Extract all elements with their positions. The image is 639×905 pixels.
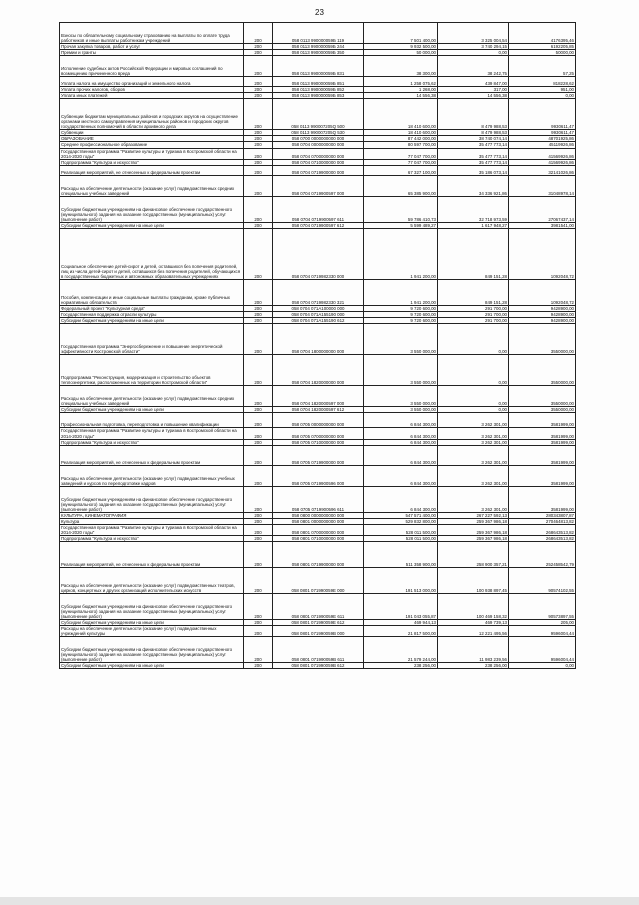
row-remaining-amount-cell: 9428900,00 [509, 305, 576, 311]
row-remaining-amount-cell: 3581999,00 [509, 412, 576, 428]
row-approved-amount-cell: 3 550 000,00 [364, 385, 438, 406]
row-classification-cell: 058 0801 0710000000 000 [273, 536, 364, 542]
row-remaining-amount-cell: 9428900,00 [509, 312, 576, 318]
row-approved-amount-cell: 1 268,00 [364, 87, 438, 93]
row-classification-cell: 058 0704 0000000000 000 [273, 142, 364, 148]
row-approved-amount-cell: 6 844 300,00 [364, 466, 438, 487]
row-remaining-amount-cell: 6192205,85 [509, 43, 576, 49]
row-executed-amount-cell: 0,00 [438, 406, 509, 412]
table-row [60, 406, 576, 412]
row-remaining-amount-cell: 90574102,55 [509, 568, 576, 594]
row-executed-amount-cell: 259 367 986,18 [438, 525, 509, 536]
row-remaining-amount-cell: 9930611,47 [509, 130, 576, 136]
row-code-cell: 200 [244, 354, 273, 385]
row-name-cell: Подпрограмма "Культура и искусство" [60, 159, 244, 165]
row-code-cell: 200 [244, 525, 273, 536]
row-code-cell: 200 [244, 176, 273, 197]
row-remaining-amount-cell: 90573897,55 [509, 593, 576, 619]
row-code-cell: 200 [244, 229, 273, 280]
table-row [60, 142, 576, 148]
row-classification-cell: 058 0705 0719900596 000 [273, 466, 364, 487]
row-remaining-amount-cell: 252458542,79 [509, 542, 576, 568]
row-name-cell: КУЛЬТУРА, КИНЕМАТОГРАФИЯ [60, 513, 244, 519]
row-approved-amount-cell: 511 358 900,00 [364, 542, 438, 568]
row-approved-amount-cell: 14 556,38 [364, 93, 438, 99]
row-remaining-amount-cell: 3581999,00 [509, 487, 576, 513]
row-name-cell: Подпрограмма "Культура и искусство" [60, 439, 244, 445]
row-classification-cell: 058 0113 990000059Б 119 [273, 23, 364, 44]
table-row [60, 55, 576, 76]
row-executed-amount-cell: 35 186 073,14 [438, 165, 509, 176]
row-classification-cell: 058 0705 0000000000 000 [273, 412, 364, 428]
row-approved-amount-cell: 6 844 300,00 [364, 445, 438, 466]
row-approved-amount-cell: 21 817 500,00 [364, 625, 438, 636]
row-approved-amount-cell: 87 442 000,00 [364, 136, 438, 142]
row-executed-amount-cell: 3 325 004,54 [438, 23, 509, 44]
row-executed-amount-cell: 8 479 988,53 [438, 99, 509, 130]
row-name-cell: Уплата прочих налогов, сборов [60, 87, 244, 93]
row-executed-amount-cell: 35 477 773,14 [438, 142, 509, 148]
row-remaining-amount-cell: 3550000,00 [509, 354, 576, 385]
row-remaining-amount-cell: 3581999,00 [509, 445, 576, 466]
row-executed-amount-cell: 14 556,38 [438, 93, 509, 99]
row-approved-amount-cell: 469 944,13 [364, 619, 438, 625]
row-code-cell: 200 [244, 619, 273, 625]
row-remaining-amount-cell: 268643513,82 [509, 525, 576, 536]
row-executed-amount-cell: 439 847,00 [438, 76, 509, 87]
row-name-cell: Реализация мероприятий, не отнесенных к федеральным проектам [60, 445, 244, 466]
row-code-cell: 200 [244, 636, 273, 662]
row-classification-cell: 058 0704 071A100000 000 [273, 305, 364, 311]
row-approved-amount-cell: 3 550 000,00 [364, 354, 438, 385]
row-classification-cell: 058 0113 990007205Q 530 [273, 130, 364, 136]
row-remaining-amount-cell: 4176395,46 [509, 23, 576, 44]
table-row [60, 525, 576, 536]
row-name-cell: Культура [60, 519, 244, 525]
row-code-cell: 200 [244, 625, 273, 636]
row-approved-amount-cell: 77 047 700,00 [364, 159, 438, 165]
table-row [60, 636, 576, 662]
table-row [60, 165, 576, 176]
row-code-cell: 200 [244, 406, 273, 412]
row-code-cell: 200 [244, 324, 273, 355]
row-remaining-amount-cell: 818228,62 [509, 76, 576, 87]
table-row [60, 222, 576, 228]
row-code-cell: 200 [244, 99, 273, 130]
row-executed-amount-cell: 3 262 301,00 [438, 439, 509, 445]
table-row [60, 159, 576, 165]
row-code-cell: 200 [244, 318, 273, 324]
table-row [60, 318, 576, 324]
table-row [60, 43, 576, 49]
row-remaining-amount-cell: 57,25 [509, 55, 576, 76]
table-row [60, 197, 576, 223]
row-name-cell: Субсидии бюджетным учреждениям на иные цели [60, 662, 244, 668]
row-code-cell: 200 [244, 197, 273, 223]
row-code-cell: 200 [244, 412, 273, 428]
row-classification-cell: 058 0801 071990059E 000 [273, 568, 364, 594]
row-name-cell: Исполнение судебных актов Российской Федерации и мировых соглашений по возмещению причиненного вреда [60, 55, 244, 76]
table-row [60, 445, 576, 466]
row-name-cell: Реализация мероприятий, не отнесенных к федеральным проектам [60, 542, 244, 568]
table-row [60, 487, 576, 513]
row-executed-amount-cell: 469 739,13 [438, 619, 509, 625]
row-name-cell: Среднее профессиональное образование [60, 142, 244, 148]
row-name-cell: Расходы на обеспечение деятельности (оказание услуг) подведомственных средних специальных учебных заведений [60, 385, 244, 406]
row-name-cell: Субвенции [60, 130, 244, 136]
row-executed-amount-cell: 3 262 301,00 [438, 487, 509, 513]
row-approved-amount-cell: 59 786 410,73 [364, 197, 438, 223]
row-classification-cell: 058 0704 0719900597 611 [273, 197, 364, 223]
row-remaining-amount-cell: 1092048,72 [509, 229, 576, 280]
row-name-cell: Федеральный проект "Культурная среда" [60, 305, 244, 311]
row-name-cell: Расходы на обеспечение деятельности (оказание услуг) подведомственных театров, цирков, концертных и других организаций исполнительских искусств [60, 568, 244, 594]
row-code-cell: 200 [244, 55, 273, 76]
row-approved-amount-cell: 65 385 900,00 [364, 176, 438, 197]
row-approved-amount-cell: 528 011 500,00 [364, 536, 438, 542]
row-code-cell: 200 [244, 513, 273, 519]
row-remaining-amount-cell: 3981541,00 [509, 222, 576, 228]
table-row [60, 354, 576, 385]
table-row [60, 229, 576, 280]
row-classification-cell: 058 0113 990000059Б 244 [273, 43, 364, 49]
budget-table-container [59, 22, 575, 669]
table-row [60, 412, 576, 428]
row-remaining-amount-cell: 3581999,00 [509, 466, 576, 487]
table-row [60, 536, 576, 542]
row-code-cell: 200 [244, 148, 273, 159]
row-name-cell: Расходы на обеспечение деятельности (оказание услуг) подведомственных учебных заведений и курсов по переподготовке кадров [60, 466, 244, 487]
row-executed-amount-cell: 291 700,00 [438, 318, 509, 324]
row-remaining-amount-cell: 3550000,00 [509, 385, 576, 406]
table-row [60, 23, 576, 44]
row-approved-amount-cell: 1 941 200,00 [364, 229, 438, 280]
row-remaining-amount-cell: 9596004,44 [509, 625, 576, 636]
table-row [60, 280, 576, 306]
table-row [60, 385, 576, 406]
row-name-cell: Расходы на обеспечение деятельности (оказание услуг) подведомственных учреждений культуры [60, 625, 244, 636]
row-classification-cell: 058 0704 0710000000 000 [273, 159, 364, 165]
row-classification-cell: 058 0113 990000059Б 350 [273, 49, 364, 55]
row-remaining-amount-cell: 3581999,00 [509, 439, 576, 445]
row-approved-amount-cell: 238 256,00 [364, 662, 438, 668]
row-remaining-amount-cell: 48701925,86 [509, 136, 576, 142]
table-row [60, 439, 576, 445]
row-name-cell: Профессиональная подготовка, переподготовка и повышение квалификации [60, 412, 244, 428]
row-executed-amount-cell: 0,00 [438, 354, 509, 385]
row-name-cell: Субсидии бюджетным учреждениям на финансовое обеспечение государственного (муниципального) задания на оказание государственных (муниципальных) услуг (выполнение работ) [60, 487, 244, 513]
row-name-cell: Подпрограмма "Культура и искусство" [60, 536, 244, 542]
row-executed-amount-cell: 1 617 948,27 [438, 222, 509, 228]
row-name-cell: Государственная поддержка отрасли культуры [60, 312, 244, 318]
row-code-cell: 200 [244, 542, 273, 568]
table-row [60, 568, 576, 594]
row-classification-cell: 058 0704 071A155190 612 [273, 318, 364, 324]
row-remaining-amount-cell: 1092048,72 [509, 280, 576, 306]
row-remaining-amount-cell: 41569926,86 [509, 159, 576, 165]
row-code-cell: 200 [244, 305, 273, 311]
row-remaining-amount-cell: 9596004,44 [509, 636, 576, 662]
row-code-cell: 200 [244, 519, 273, 525]
row-name-cell: Государственная программа "Энергосбережение и повышение энергетической эффективности Костромской области" [60, 324, 244, 355]
row-approved-amount-cell: 6 844 300,00 [364, 439, 438, 445]
table-row [60, 625, 576, 636]
row-classification-cell: 058 0113 990000059Б 853 [273, 93, 364, 99]
row-classification-cell: 058 0704 1820000597 000 [273, 385, 364, 406]
row-code-cell: 200 [244, 43, 273, 49]
row-classification-cell: 058 0113 990000059Б 852 [273, 87, 364, 93]
row-name-cell: Уплата иных платежей [60, 93, 244, 99]
row-code-cell: 200 [244, 536, 273, 542]
table-row [60, 148, 576, 159]
row-classification-cell: 058 0801 071990059E 611 [273, 593, 364, 619]
row-code-cell: 200 [244, 593, 273, 619]
row-remaining-amount-cell: 205,00 [509, 619, 576, 625]
row-name-cell: Субсидии бюджетным учреждениям на финансовое обеспечение государственного (муниципального) задания на оказание государственных (муниципальных) услуг (выполнение работ) [60, 593, 244, 619]
row-name-cell: Подпрограмма "Реконструкция, модернизация и строительство объектов теплоэнергетики, расположенных на территории Костромской области" [60, 354, 244, 385]
row-executed-amount-cell: 849 151,28 [438, 229, 509, 280]
row-approved-amount-cell: 67 327 100,00 [364, 165, 438, 176]
table-row [60, 324, 576, 355]
row-approved-amount-cell: 1 941 200,00 [364, 280, 438, 306]
row-remaining-amount-cell: 3550000,00 [509, 324, 576, 355]
row-executed-amount-cell: 0,00 [438, 385, 509, 406]
row-approved-amount-cell: 9 720 600,00 [364, 305, 438, 311]
row-executed-amount-cell: 0,00 [438, 49, 509, 55]
row-name-cell: Субсидии бюджетным учреждениям на иные цели [60, 406, 244, 412]
row-executed-amount-cell: 38 740 074,14 [438, 136, 509, 142]
row-executed-amount-cell: 291 700,00 [438, 312, 509, 318]
row-classification-cell: 058 0801 071990059B 612 [273, 662, 364, 668]
row-classification-cell: 058 0704 071A155190 000 [273, 312, 364, 318]
row-approved-amount-cell: 3 550 000,00 [364, 406, 438, 412]
row-name-cell: Уплата налога на имущество организаций и земельного налога [60, 76, 244, 87]
row-executed-amount-cell: 35 477 773,14 [438, 159, 509, 165]
row-name-cell: Субвенции бюджетам муниципальных районов и городских округов на осуществление органами местного самоуправления муниципальных районов и городских округов государственных полномочий в области архивного дела [60, 99, 244, 130]
row-executed-amount-cell: 35 477 773,14 [438, 148, 509, 159]
table-row [60, 619, 576, 625]
table-row [60, 542, 576, 568]
row-name-cell: Взносы по обязательному социальному страхованию на выплаты по оплате труда работников и иные выплаты работникам учреждений [60, 23, 244, 44]
row-code-cell: 200 [244, 49, 273, 55]
row-code-cell: 200 [244, 487, 273, 513]
row-classification-cell: 058 0801 071990059E 612 [273, 619, 364, 625]
row-classification-cell: 058 0801 071990059B 000 [273, 625, 364, 636]
row-classification-cell: 058 0704 0719900597 000 [273, 176, 364, 197]
row-name-cell: Прочая закупка товаров, работ и услуг [60, 43, 244, 49]
row-executed-amount-cell: 3 262 301,00 [438, 466, 509, 487]
row-name-cell: Субсидии бюджетным учреждениям на иные цели [60, 222, 244, 228]
row-executed-amount-cell: 3 262 301,00 [438, 445, 509, 466]
row-code-cell: 200 [244, 23, 273, 44]
viewer-bottom-bar [0, 897, 639, 905]
row-executed-amount-cell: 291 700,00 [438, 305, 509, 311]
row-code-cell: 200 [244, 662, 273, 668]
row-classification-cell: 058 0705 0700000000 000 [273, 428, 364, 439]
row-executed-amount-cell: 38 242,75 [438, 55, 509, 76]
table-row [60, 428, 576, 439]
row-name-cell: Расходы на обеспечение деятельности (оказание услуг) подведомственных средних специальных учебных заведений [60, 176, 244, 197]
row-code-cell: 200 [244, 466, 273, 487]
row-code-cell: 200 [244, 280, 273, 306]
row-remaining-amount-cell: 270464813,82 [509, 519, 576, 525]
row-remaining-amount-cell: 0,00 [509, 93, 576, 99]
row-executed-amount-cell: 317,00 [438, 87, 509, 93]
row-approved-amount-cell: 5 599 489,27 [364, 222, 438, 228]
row-code-cell: 200 [244, 568, 273, 594]
row-code-cell: 200 [244, 130, 273, 136]
row-classification-cell: 058 0113 990000059Б 851 [273, 76, 364, 87]
row-approved-amount-cell: 528 011 500,00 [364, 525, 438, 536]
row-approved-amount-cell: 6 844 300,00 [364, 487, 438, 513]
table-body [60, 23, 576, 669]
row-approved-amount-cell: 547 571 400,00 [364, 513, 438, 519]
row-executed-amount-cell: 34 336 921,86 [438, 176, 509, 197]
row-remaining-amount-cell: 951,00 [509, 87, 576, 93]
row-approved-amount-cell: 80 597 700,00 [364, 142, 438, 148]
table-row [60, 466, 576, 487]
row-remaining-amount-cell: 50000,00 [509, 49, 576, 55]
row-code-cell: 200 [244, 385, 273, 406]
row-code-cell: 200 [244, 87, 273, 93]
row-classification-cell: 058 0800 0000000000 000 [273, 513, 364, 519]
row-name-cell: Государственная программа "Развитие культуры и туризма в Костромской области на 2014-2020 годы" [60, 525, 244, 536]
row-code-cell: 200 [244, 142, 273, 148]
row-classification-cell: 058 0704 0719900000 000 [273, 165, 364, 176]
row-executed-amount-cell: 3 740 294,15 [438, 43, 509, 49]
table-row [60, 76, 576, 87]
row-approved-amount-cell: 50 000,00 [364, 49, 438, 55]
row-executed-amount-cell: 12 221 495,56 [438, 625, 509, 636]
row-name-cell: ОБРАЗОВАНИЕ [60, 136, 244, 142]
row-approved-amount-cell: 529 832 800,00 [364, 519, 438, 525]
row-remaining-amount-cell: 3581999,00 [509, 428, 576, 439]
row-approved-amount-cell: 6 844 300,00 [364, 412, 438, 428]
budget-execution-table [59, 22, 576, 669]
row-executed-amount-cell: 3 262 301,00 [438, 428, 509, 439]
table-row [60, 593, 576, 619]
row-approved-amount-cell: 7 501 400,00 [364, 23, 438, 44]
row-code-cell: 200 [244, 136, 273, 142]
row-executed-amount-cell: 259 367 986,18 [438, 536, 509, 542]
row-classification-cell: 058 0704 0719900597 612 [273, 222, 364, 228]
row-remaining-amount-cell: 41569926,86 [509, 148, 576, 159]
row-name-cell: Государственная программа "Развитие культуры и туризма в Костромской области на 2014-2020 годы" [60, 428, 244, 439]
row-approved-amount-cell: 9 720 600,00 [364, 318, 438, 324]
row-approved-amount-cell: 9 932 500,00 [364, 43, 438, 49]
row-approved-amount-cell: 38 300,00 [364, 55, 438, 76]
row-remaining-amount-cell: 9930611,47 [509, 99, 576, 130]
row-executed-amount-cell: 849 151,28 [438, 280, 509, 306]
row-remaining-amount-cell: 31048978,14 [509, 176, 576, 197]
row-classification-cell: 058 0704 0719982330 321 [273, 280, 364, 306]
row-approved-amount-cell: 191 043 055,87 [364, 593, 438, 619]
row-classification-cell: 058 0705 0710000000 000 [273, 439, 364, 445]
row-code-cell: 200 [244, 76, 273, 87]
row-remaining-amount-cell: 9428900,00 [509, 318, 576, 324]
row-remaining-amount-cell: 280343807,87 [509, 513, 576, 519]
row-code-cell: 200 [244, 439, 273, 445]
row-classification-cell: 058 0113 990000059Б 831 [273, 55, 364, 76]
row-executed-amount-cell: 0,00 [438, 324, 509, 355]
row-classification-cell: 058 0801 0700000000 000 [273, 525, 364, 536]
row-name-cell: Субсидии бюджетным учреждениям на финансовое обеспечение государственного (муниципального) задания на оказание государственных (муниципальных) услуг (выполнение работ) [60, 197, 244, 223]
row-code-cell: 200 [244, 222, 273, 228]
row-name-cell: Субсидии бюджетным учреждениям на финансовое обеспечение государственного (муниципального) задания на оказание государственных (муниципальных) услуг (выполнение работ) [60, 636, 244, 662]
row-name-cell: Социальное обеспечение детей-сирот и детей, оставшихся без попечения родителей, лиц из числа детей-сирот и детей, оставшихся без попечения родителей, обучающихся в государственных бюджетных и автономных образовательных учреждениях [60, 229, 244, 280]
row-remaining-amount-cell: 3550000,00 [509, 406, 576, 412]
row-name-cell: Субсидии бюджетным учреждениям на иные цели [60, 619, 244, 625]
row-remaining-amount-cell: 45119926,86 [509, 142, 576, 148]
row-classification-cell: 058 0704 1800000000 000 [273, 324, 364, 355]
row-classification-cell: 058 0801 071990059B 611 [273, 636, 364, 662]
row-executed-amount-cell: 267 227 592,13 [438, 513, 509, 519]
row-name-cell: Премии и гранты [60, 49, 244, 55]
row-approved-amount-cell: 9 720 600,00 [364, 312, 438, 318]
row-approved-amount-cell: 18 410 600,00 [364, 99, 438, 130]
row-remaining-amount-cell: 268643513,82 [509, 536, 576, 542]
row-executed-amount-cell: 100 938 897,45 [438, 568, 509, 594]
row-name-cell: Государственная программа "Развитие культуры и туризма в Костромской области на 2014-2020 годы" [60, 148, 244, 159]
row-approved-amount-cell: 6 844 300,00 [364, 428, 438, 439]
row-approved-amount-cell: 1 258 075,62 [364, 76, 438, 87]
row-code-cell: 200 [244, 445, 273, 466]
row-executed-amount-cell: 32 718 973,59 [438, 197, 509, 223]
row-name-cell: Пособия, компенсации и иные социальные выплаты гражданам, кроме публичных нормативных обязательств [60, 280, 244, 306]
row-classification-cell: 058 0704 0719982330 000 [273, 229, 364, 280]
row-remaining-amount-cell: 0,00 [509, 662, 576, 668]
row-executed-amount-cell: 258 900 357,21 [438, 542, 509, 568]
row-executed-amount-cell: 11 983 239,56 [438, 636, 509, 662]
row-name-cell: Субсидии бюджетным учреждениям на иные цели [60, 318, 244, 324]
row-approved-amount-cell: 3 550 000,00 [364, 324, 438, 355]
row-code-cell: 200 [244, 312, 273, 318]
row-approved-amount-cell: 77 047 700,00 [364, 148, 438, 159]
row-classification-cell: 058 0704 1820000000 000 [273, 354, 364, 385]
page-number: 23 [315, 8, 324, 17]
table-row [60, 176, 576, 197]
row-classification-cell: 058 0704 0700000000 000 [273, 148, 364, 159]
row-approved-amount-cell: 191 513 000,00 [364, 568, 438, 594]
row-classification-cell: 058 0700 0000000000 000 [273, 136, 364, 142]
row-remaining-amount-cell: 32141026,86 [509, 165, 576, 176]
row-remaining-amount-cell: 27067437,14 [509, 197, 576, 223]
row-executed-amount-cell: 238 256,00 [438, 662, 509, 668]
row-executed-amount-cell: 259 367 986,18 [438, 519, 509, 525]
row-executed-amount-cell: 100 469 158,32 [438, 593, 509, 619]
row-name-cell: Реализация мероприятий, не отнесенных к федеральным проектам [60, 165, 244, 176]
table-row [60, 312, 576, 318]
table-row [60, 305, 576, 311]
row-executed-amount-cell: 8 479 988,53 [438, 130, 509, 136]
row-classification-cell: 058 0801 0719900000 000 [273, 542, 364, 568]
row-classification-cell: 058 0801 0000000000 000 [273, 519, 364, 525]
row-approved-amount-cell: 21 579 244,00 [364, 636, 438, 662]
row-code-cell: 200 [244, 165, 273, 176]
row-classification-cell: 058 0705 0719900000 000 [273, 445, 364, 466]
row-code-cell: 200 [244, 428, 273, 439]
row-approved-amount-cell: 18 410 600,00 [364, 130, 438, 136]
table-row [60, 662, 576, 668]
row-code-cell: 200 [244, 159, 273, 165]
row-classification-cell: 058 0704 1820000597 612 [273, 406, 364, 412]
row-executed-amount-cell: 3 262 301,00 [438, 412, 509, 428]
row-classification-cell: 058 0113 990007205Q 500 [273, 99, 364, 130]
table-row [60, 99, 576, 130]
row-code-cell: 200 [244, 93, 273, 99]
row-classification-cell: 058 0705 0719900596 611 [273, 487, 364, 513]
